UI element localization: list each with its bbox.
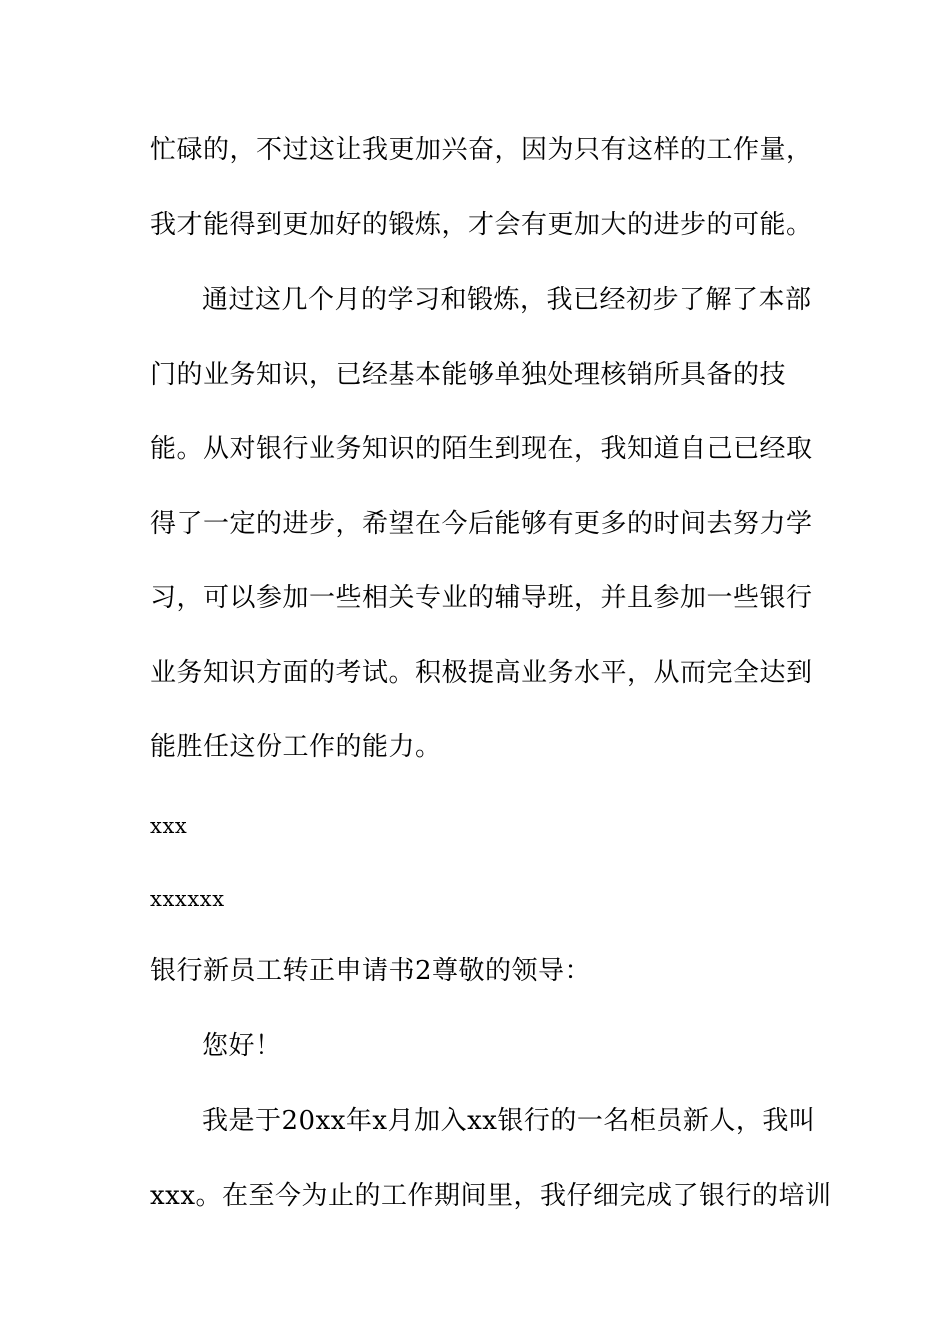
text-line: 得了一定的进步，希望在今后能够有更多的时间去努力学 <box>150 509 813 539</box>
greeting-line: 您好！ <box>202 1031 282 1061</box>
text-line: 能胜任这份工作的能力。 <box>150 732 442 762</box>
signature-date: xxxxxx <box>150 887 225 911</box>
text-line: 忙碌的，不过这让我更加兴奋，因为只有这样的工作量， <box>150 135 813 165</box>
text-line: 能。从对银行业务知识的陌生到现在，我知道自己已经取 <box>150 434 813 464</box>
text-line: 习，可以参加一些相关专业的辅导班，并且参加一些银行 <box>150 583 813 613</box>
paragraph-start-line: 通过这几个月的学习和锻炼，我已经初步了解了本部 <box>202 285 812 315</box>
text-line: xxx。在至今为止的工作期间里，我仔细完成了银行的培训 <box>150 1181 832 1211</box>
text-line: 业务知识方面的考试。积极提高业务水平，从而完全达到 <box>150 658 813 688</box>
text-line: 我才能得到更加好的锻炼，才会有更加大的进步的可能。 <box>150 210 813 240</box>
text-line: 门的业务知识，已经基本能够单独处理核销所具备的技 <box>150 360 787 390</box>
section-heading: 银行新员工转正申请书2尊敬的领导： <box>150 956 592 986</box>
paragraph-start-line: 我是于20xx年x月加入xx银行的一名柜员新人，我叫 <box>202 1106 816 1136</box>
signature-name: xxx <box>150 814 188 838</box>
